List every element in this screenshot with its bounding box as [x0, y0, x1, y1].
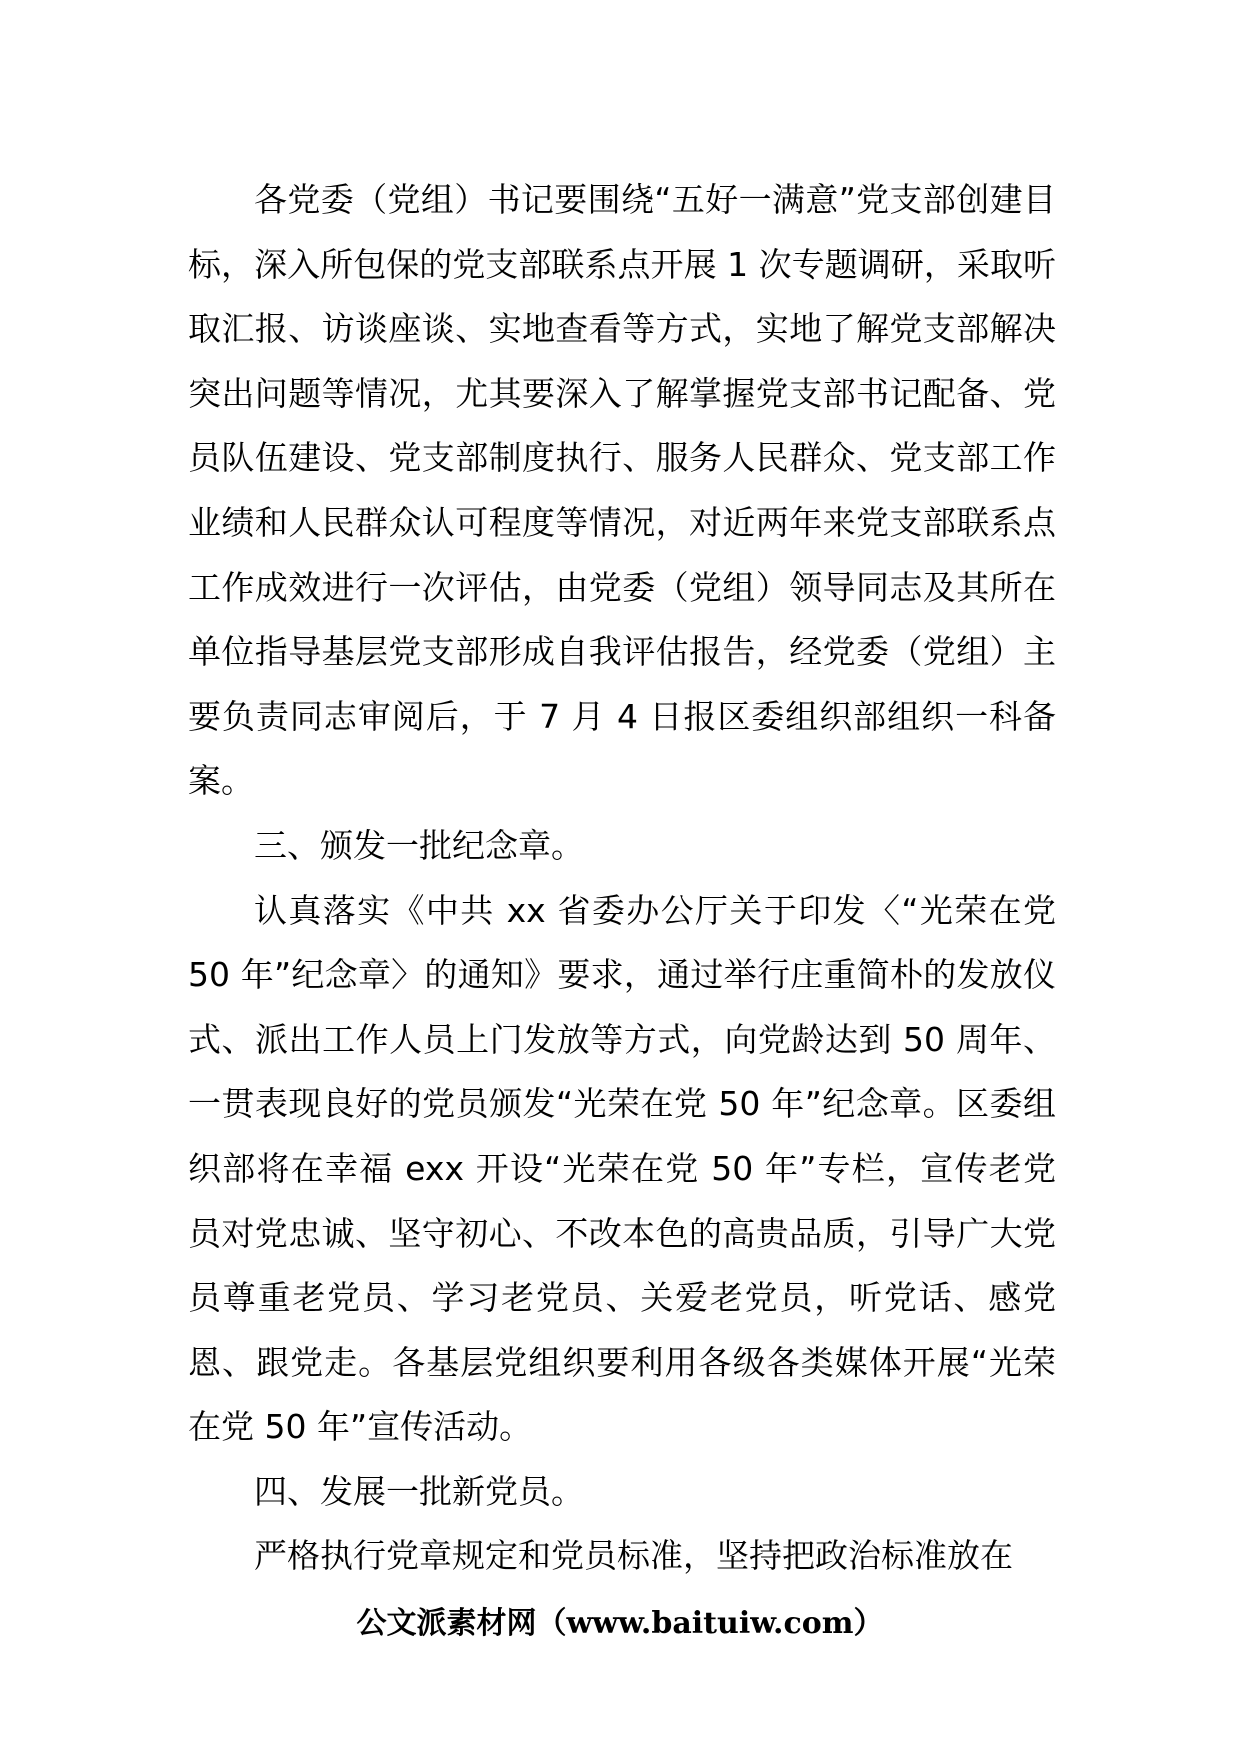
paragraph-new-members: 严格执行党章规定和党员标准，坚持把政治标准放在 — [254, 1536, 1013, 1576]
document-body — [188, 168, 1056, 1589]
footer-watermark: 公文派素材网（www.baituiw.com） — [356, 1606, 884, 1641]
heading-section-4: 四、发展一批新党员。 — [254, 1471, 584, 1511]
paragraph-survey: 各党委（党组）书记要围绕“五好一满意”党支部创建目标，深入所包保的党支部联系点开展 1 次专题调研，采取听取汇报、访谈座谈、实地查看等方式，实地了解党支部解决突出问题等情况，尤其要深入了解掌握党支部书记配备、党员队伍建设、党支部制度执行、服务人民群众、党支部工作业绩和人民群众认可程度等情况，对近两年来党支部联系点工作成效进行一次评估，由党委（党组）领导同志及其所在单位指导基层党支部形成自我评估报告，经党委（党组）主要负责同志审阅后，于 7 月 4 日报区委组织部组织一科备案。 — [188, 180, 1056, 801]
paragraph-medals: 认真落实《中共 xx 省委办公厅关于印发〈“光荣在党 50 年”纪念章〉的通知》要求，通过举行庄重简朴的发放仪式、派出工作人员上门发放等方式，向党龄达到 50 周年、一贯表现良好的党员颁发“光荣在党 50 年”纪念章。区委组织部将在幸福 exx 开设“光荣在党 50 年”专栏，宣传老党员对党忠诚、坚守初心、不改本色的高贵品质，引导广大党员尊重老党员、学习老党员、关爱老党员，听党话、感党恩、跟党走。各基层党组织要利用各级各类媒体开展“光荣在党 50 年”宣传活动。 — [188, 890, 1056, 1447]
heading-section-3: 三、颁发一批纪念章。 — [254, 825, 584, 865]
